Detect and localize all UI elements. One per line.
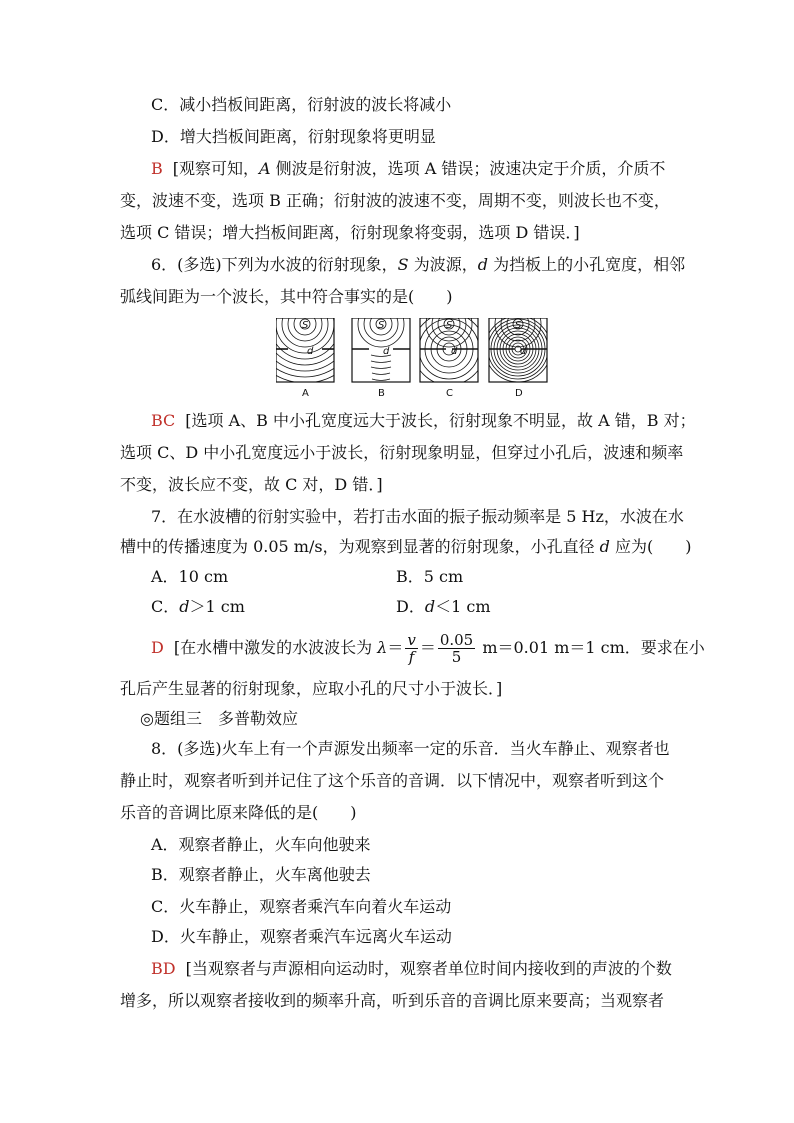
q5-explanation-line1: B [观察可知，A 侧波是衍射波，选项 A 错误；波速决定于介质，介质不 <box>151 159 666 178</box>
q8-option-b: B．观察者静止，火车离他驶去 <box>151 865 371 884</box>
q7-option-d: D．d＜1 cm <box>396 597 491 616</box>
q8-option-c: C．火车静止，观察者乘汽车向着火车运动 <box>151 897 452 916</box>
figure-label-b: B <box>378 388 385 399</box>
q7-explanation-line1: D [在水槽中激发的水波波长为 λ＝ $\frac{v}{f}$ ＝ $\frac{0.05}{5}$ m＝0.01 m＝1 cm．要求在小 <box>151 631 705 666</box>
q7-option-b: B．5 cm <box>396 567 464 586</box>
gap-label-d: d <box>520 346 527 357</box>
q6-answer: BC <box>151 411 176 430</box>
fraction-numeric: $\frac{0.05}{5}$ <box>439 631 474 666</box>
q7-option-c: C．d＞1 cm <box>151 597 245 616</box>
q8-explanation-line1: BD [当观察者与声源相向运动时，观察者单位时间内接收到的声波的个数 <box>151 959 672 978</box>
q8-answer: BD <box>151 959 176 978</box>
q6-stem-line2: 弧线间距为一个波长，其中符合事实的是( ) <box>120 287 453 306</box>
figure-label-d: D <box>515 388 523 399</box>
fraction-v-over-f: $\frac{v}{f}$ <box>407 631 416 666</box>
source-label-a: S <box>302 320 309 331</box>
q8-stem-line1: 8．(多选)火车上有一个声源发出频率一定的乐音．当火车静止、观察者也 <box>151 739 670 758</box>
figure-label-c: C <box>446 388 453 399</box>
source-label-d: S <box>515 320 522 331</box>
q6-stem-line1: 6．(多选)下列为水波的衍射现象，S 为波源，d 为挡板上的小孔宽度，相邻 <box>151 255 686 274</box>
q7-option-a: A．10 cm <box>151 567 229 586</box>
q5-option-c: C．减小挡板间距离，衍射波的波长将减小 <box>151 95 452 114</box>
q8-stem-line2: 静止时，观察者听到并记住了这个乐音的音调．以下情况中，观察者听到这个 <box>120 771 665 790</box>
q6-explanation-line2: 选项 C、D 中小孔宽度远小于波长，衍射现象明显，但穿过小孔后，波速和频率 <box>120 443 684 462</box>
q8-stem-line3: 乐音的音调比原来降低的是( ) <box>120 803 357 822</box>
q8-explanation-line2: 增多，所以观察者接收到的频率升高，听到乐音的音调比原来要高；当观察者 <box>120 991 665 1010</box>
q8-option-a: A．观察者静止，火车向他驶来 <box>151 835 371 854</box>
q5-answer: B <box>151 159 163 178</box>
figure-label-a: A <box>302 388 309 399</box>
section-heading-3: ◎题组三 多普勒效应 <box>140 709 298 728</box>
source-label-b: S <box>378 320 385 331</box>
q8-option-d: D．火车静止，观察者乘汽车远离火车运动 <box>151 927 452 946</box>
q5-option-d: D．增大挡板间距离，衍射现象将更明显 <box>151 127 436 146</box>
diffraction-figure <box>276 318 556 403</box>
diffraction-figure-svg <box>276 318 556 403</box>
gap-label-c: d <box>451 346 458 357</box>
q6-explanation-line3: 不变，波长应不变，故 C 对，D 错．] <box>120 475 383 494</box>
q7-explanation-line2: 孔后产生显著的衍射现象，应取小孔的尺寸小于波长．] <box>120 679 503 698</box>
panel-a <box>276 318 364 383</box>
q6-explanation-line1: BC [选项 A、B 中小孔宽度远大于波长，衍射现象不明显，故 A 错，B 对； <box>151 411 696 430</box>
source-label-c: S <box>446 320 453 331</box>
q7-stem-line2: 槽中的传播速度为 0.05 m/s，为观察到显著的衍射现象，小孔直径 d 应为( ) <box>120 537 692 556</box>
q5-explanation-line3: 选项 C 错误；增大挡板间距离，衍射现象将变弱，选项 D 错误．] <box>120 223 580 242</box>
gap-label-b: d <box>383 346 390 357</box>
q7-stem-line1: 7．在水波槽的衍射实验中，若打击水面的振子振动频率是 5 Hz，水波在水 <box>151 507 684 526</box>
q5-explanation-line2: 变，波速不变，选项 B 正确；衍射波的波速不变，周期不变，则波长也不变， <box>120 191 670 210</box>
gap-label-a: d <box>307 346 314 357</box>
q7-answer: D <box>151 638 164 657</box>
